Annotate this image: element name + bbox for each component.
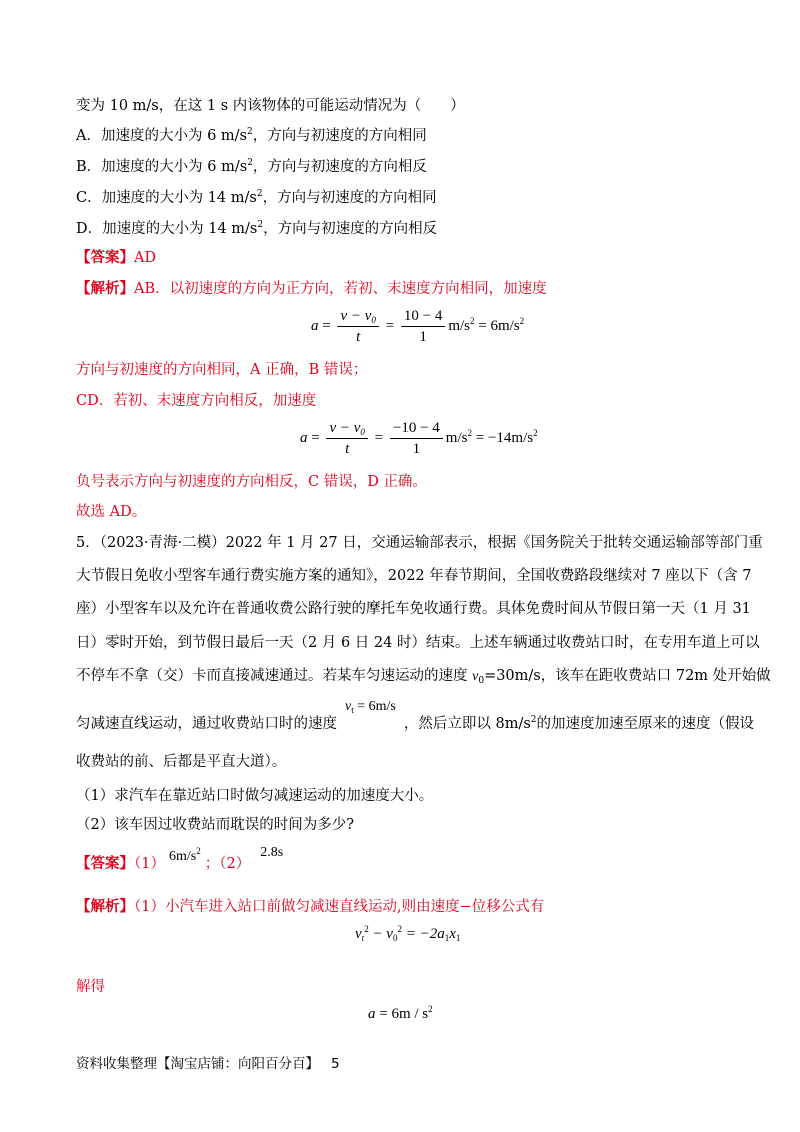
question5-line-1 xyxy=(76,533,763,553)
option-d-prefix: D．加速度的大小为 14 m/s xyxy=(76,221,258,237)
analysis-text-3: CD．若初、末速度方向相反，加速度 xyxy=(76,393,317,409)
option-c-sup: 2 xyxy=(256,189,263,199)
eq2-unit: m/s xyxy=(445,429,468,446)
analysis-label: 【解析】 xyxy=(76,280,134,297)
option-b-sup: 2 xyxy=(247,158,253,168)
option-c xyxy=(76,188,437,208)
solve-label xyxy=(76,977,105,997)
question5-line-3 xyxy=(76,599,751,619)
eq1-result-sup: 2 xyxy=(519,315,525,326)
equation-4 xyxy=(368,1006,433,1023)
option-a-sup: 2 xyxy=(247,127,253,137)
answer-v1-sup: 2 xyxy=(196,846,201,856)
question5-line-6 xyxy=(76,699,755,735)
eq2-den1: t xyxy=(345,441,350,457)
equation-3 xyxy=(355,926,460,943)
question4-stem xyxy=(76,96,465,116)
q5-subquestion-1: （1）求汽车在靠近站口时做匀减速运动的加速度大小。 xyxy=(76,788,434,804)
eq3-v-sub: t xyxy=(361,933,365,943)
equation-2: a = $\frac{v - v_0}{t}$ = $\frac{-10 - 4}{1}$ $m/s^2 = -14m/s^2$ xyxy=(300,420,538,457)
q5-text-6a: 匀减速直线运动，通过收费站口时的速度 xyxy=(76,716,337,732)
option-a-suffix: ，方向与初速度的方向相同 xyxy=(252,128,427,144)
eq1-result: = 6m/s xyxy=(474,317,520,334)
option-b-prefix: B．加速度的大小为 6 m/s xyxy=(76,159,248,175)
eq3-minus-v: − v xyxy=(368,926,393,942)
eq1-den2: 1 xyxy=(419,329,427,345)
option-d-suffix: ，方向与初速度的方向相反 xyxy=(263,221,438,237)
q5-text-6c: 的加速度加速至原来的速度（假设 xyxy=(536,716,755,732)
stem-text: 变为 10 m/s，在这 1 s 内该物体的可能运动情况为（ ） xyxy=(76,98,465,114)
question5-line-5 xyxy=(76,666,771,687)
equation-1: a = $\frac{v - v_0}{t}$ = $\frac{10 - 4}{1}$ $m/s^2 = 6m/s^2$ xyxy=(311,308,525,345)
eq1-fraction-2 xyxy=(401,307,445,346)
eq3-v0-sub: 0 xyxy=(392,933,398,943)
q5-v-sub: 0 xyxy=(478,676,485,686)
question5-line-4 xyxy=(76,633,759,653)
q5-text-5a: 不停车不拿（交）卡而直接减速通过。若某车匀速运动的速度 xyxy=(76,668,473,684)
q5-text-4: 日）零时开始，到节假日最后一天（2 月 6 日 24 时）结束。上述车辆通过收费站口时，在专用车道上可以 xyxy=(76,635,760,651)
q5-vt-rest: = 6m/s xyxy=(353,699,396,714)
eq3-a-sub: 1 xyxy=(444,933,450,943)
page-footer xyxy=(76,1052,340,1072)
q5-vt-formula xyxy=(345,699,396,714)
eq2-fraction-1 xyxy=(326,419,367,458)
q5-text-2: 大节假日免收小型客车通行费实施方案的通知》，2022 年春节期间，全国收费路段继续对 7 座以下（含 7 xyxy=(76,568,752,584)
eq2-num1-sub: 0 xyxy=(360,427,365,437)
question5-sub-1 xyxy=(76,786,433,806)
option-c-suffix: ，方向与初速度的方向相同 xyxy=(262,190,437,206)
eq1-den1: t xyxy=(356,329,361,345)
eq1-fraction-1 xyxy=(337,307,378,346)
option-d xyxy=(76,219,437,239)
option-b xyxy=(76,157,427,177)
eq1-lhs: a xyxy=(311,317,319,334)
page-number: 5 xyxy=(331,1056,340,1072)
q5-analysis-text-1: （1）小汽车进入站口前做匀减速直线运动,则由速度−位移公式有 xyxy=(134,899,545,915)
eq4-lhs: a xyxy=(368,1006,376,1022)
eq3-x-sub: 1 xyxy=(455,933,461,943)
option-a xyxy=(76,126,427,146)
question4-analysis-5 xyxy=(76,502,146,522)
option-c-prefix: C．加速度的大小为 14 m/s xyxy=(76,190,257,206)
answer-v1: 6m/s xyxy=(168,849,197,864)
eq3-rhs: = −2a xyxy=(401,926,445,942)
eq4-sup: 2 xyxy=(428,1004,433,1014)
question4-analysis-1 xyxy=(76,279,547,299)
question4-answer xyxy=(76,248,156,268)
question5-analysis-1 xyxy=(76,897,544,917)
answer-label: 【答案】 xyxy=(76,249,134,266)
question4-analysis-3 xyxy=(76,391,316,411)
question5-sub-2 xyxy=(76,815,354,835)
eq2-num2: −10 − 4 xyxy=(390,419,443,439)
q5-vt-v: v xyxy=(345,699,352,714)
option-a-prefix: A．加速度的大小为 6 m/s xyxy=(76,128,247,144)
analysis-text: AB．以初速度的方向为正方向，若初、末速度方向相同，加速度 xyxy=(134,281,547,297)
question4-analysis-2 xyxy=(76,360,367,380)
option-d-sup: 2 xyxy=(257,220,264,230)
eq1-unit: m/s xyxy=(448,317,471,334)
eq4-rhs: = 6m / s xyxy=(375,1006,429,1022)
q5-text-3: 座）小型客车以及允许在普通收费公路行驶的摩托车免收通行费。具体免费时间从节假日第一天（1 月 31 xyxy=(76,601,751,617)
analysis-text-4: 负号表示方向与初速度的方向相反，C 错误，D 正确。 xyxy=(76,474,427,490)
analysis-text-2: 方向与初速度的方向相同，A 正确，B 错误； xyxy=(76,362,368,378)
q5-v-symbol: v xyxy=(472,669,479,684)
question5-line-2 xyxy=(76,566,752,586)
q5-text-6-sup: 2 xyxy=(530,715,537,725)
q5-vt-sub: t xyxy=(351,705,354,715)
eq3-v: v xyxy=(355,926,362,942)
answer-part1-label: （1） xyxy=(134,856,165,872)
q5-subquestion-2: （2）该车因过收费站而耽误的时间为多少? xyxy=(76,817,354,833)
question5-line-7 xyxy=(76,752,286,772)
solve-text: 解得 xyxy=(76,979,105,995)
answer-part1-value xyxy=(168,846,201,864)
answer-value: AD xyxy=(134,250,157,266)
eq2-fraction-2 xyxy=(390,419,443,458)
answer-label-5: 【答案】 xyxy=(76,855,134,872)
eq2-result-sup: 2 xyxy=(533,427,538,438)
analysis-label-5: 【解析】 xyxy=(76,898,134,915)
eq2-result: = −14m/s xyxy=(471,429,534,446)
eq2-den2: 1 xyxy=(412,441,421,457)
eq3-sq: 2 xyxy=(364,924,369,934)
eq3-x: x xyxy=(449,926,456,942)
answer-part2-label: ；（2） xyxy=(204,856,251,872)
q5-text-1: 5．（2023·青海·二模）2022 年 1 月 27 日，交通运输部表示，根据《国务院关于批转交通运输部等部门重 xyxy=(76,535,763,551)
eq1-num2: 10 − 4 xyxy=(401,307,445,327)
eq2-num1: v − v xyxy=(329,420,361,436)
q5-text-7: 收费站的前、后都是平直大道）。 xyxy=(76,754,287,770)
question5-answer xyxy=(76,845,284,875)
eq1-num1-sub: 0 xyxy=(371,315,376,325)
option-b-suffix: ，方向与初速度的方向相反 xyxy=(252,159,427,175)
q5-text-6b: ，然后立即以 8m/s xyxy=(403,716,531,732)
eq1-unit-sup: 2 xyxy=(470,315,475,326)
eq3-sq2: 2 xyxy=(397,924,402,934)
eq2-unit-sup: 2 xyxy=(467,427,472,438)
eq2-lhs: a xyxy=(300,429,308,446)
eq1-num1: v − v xyxy=(340,308,372,324)
answer-v2: 2.8s xyxy=(260,845,284,860)
footer-text: 资料收集整理【淘宝店铺：向阳百分百】 xyxy=(76,1056,319,1072)
question4-analysis-4 xyxy=(76,472,427,492)
analysis-text-5: 故选 AD。 xyxy=(76,504,147,520)
q5-text-5b: =30m/s，该车在距收费站口 72m 处开始做 xyxy=(484,668,771,684)
